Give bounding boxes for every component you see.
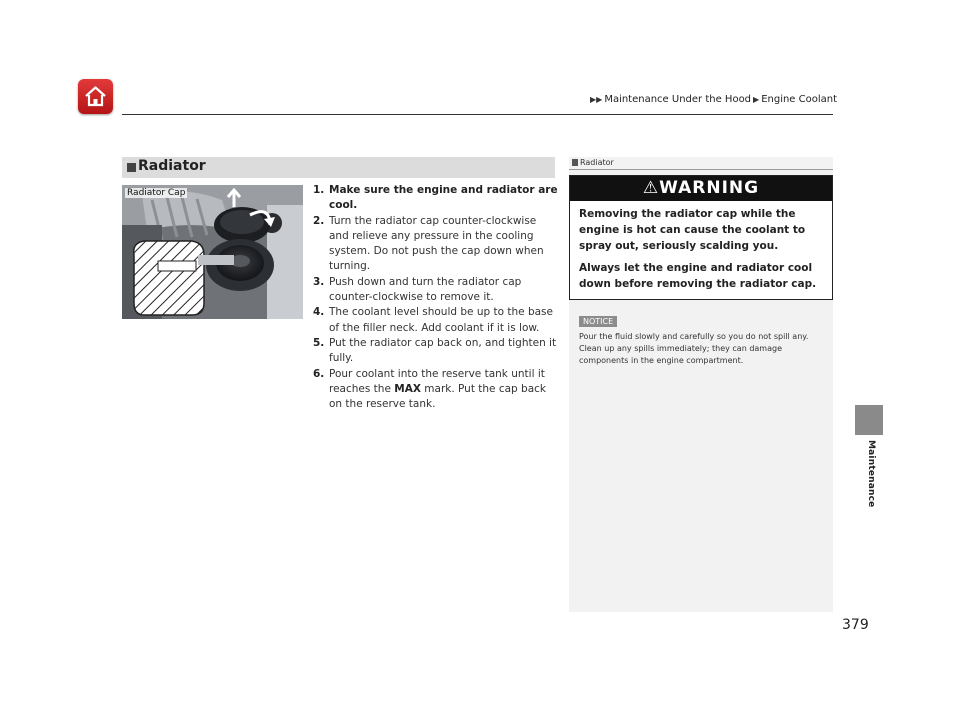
sidebar-header	[569, 157, 833, 170]
breadcrumb-item-engine-coolant[interactable]: Engine Coolant	[761, 94, 838, 105]
notice-text: Pour the fluid slowly and carefully so you do not spill any. Clean up any spills immediately; they can damage components in the engine compartment.	[579, 332, 809, 365]
warning-title: WARNING	[659, 178, 760, 198]
list-item	[313, 336, 558, 367]
step-number: 6.	[313, 367, 325, 380]
step-text-part: Pour coolant into the reserve tank until it reaches the	[329, 367, 545, 395]
reference-marker-icon	[572, 159, 578, 166]
list-item	[313, 367, 558, 413]
step-text: Make sure the engine and radiator are cool.	[329, 184, 558, 212]
step-number: 2.	[313, 214, 325, 227]
image-label: Radiator Cap	[127, 188, 186, 198]
page-number: 379	[842, 617, 869, 633]
section-title: Radiator	[138, 158, 206, 174]
step-number: 1.	[313, 184, 325, 196]
step-text: Put the radiator cap back on, and tighten it fully.	[329, 336, 557, 365]
step-text-part: mark. Put the cap back on the reserve tank.	[329, 382, 547, 411]
sidebar-ref	[572, 158, 614, 167]
step-text	[329, 367, 558, 413]
step-number: 3.	[313, 275, 325, 288]
header-rule	[122, 114, 833, 115]
step-text: Turn the radiator cap counter-clockwise and relieve any pressure in the cooling system. Do not push the cap down when turning.	[329, 214, 544, 273]
breadcrumb	[588, 94, 837, 105]
breadcrumb-arrow-icon: ▶	[753, 95, 760, 104]
step-number: 4.	[313, 306, 325, 319]
list-item	[313, 275, 558, 306]
warning-triangle-icon: ⚠	[642, 178, 660, 198]
home-button[interactable]	[78, 79, 113, 114]
notice-badge: NOTICE	[579, 316, 617, 327]
sidebar-ref-title: Radiator	[580, 158, 614, 167]
warning-header	[570, 176, 832, 201]
step-text: Push down and turn the radiator cap counter-clockwise to remove it.	[329, 275, 522, 304]
side-tab-label: Maintenance	[866, 440, 876, 508]
warning-text: Always let the engine and radiator cool down before removing the radiator cap.	[579, 262, 817, 290]
list-item	[313, 183, 558, 214]
radiator-cap-photo	[122, 185, 303, 319]
section-header	[122, 157, 555, 178]
max-mark-label: MAX	[394, 382, 421, 395]
sidebar-notes	[569, 157, 833, 612]
warning-text: Removing the radiator cap while the engine is hot can cause the coolant to spray out, seriously scalding you.	[579, 208, 806, 252]
home-icon	[83, 84, 108, 109]
breadcrumb-arrow-icon: ▶▶	[590, 95, 603, 104]
step-number: 5.	[313, 336, 325, 349]
step-text: The coolant level should be up to the base of the filler neck. Add coolant if it is low.	[329, 306, 553, 334]
breadcrumb-item-maintenance-under-hood[interactable]: Maintenance Under the Hood	[604, 94, 752, 105]
list-item	[313, 214, 558, 275]
radiator-cap-illustration	[122, 185, 303, 319]
list-item	[313, 305, 558, 336]
side-tab-marker[interactable]	[855, 405, 883, 435]
steps-list	[313, 183, 558, 412]
warning-box	[569, 175, 833, 300]
section-bullet-icon	[127, 163, 136, 172]
